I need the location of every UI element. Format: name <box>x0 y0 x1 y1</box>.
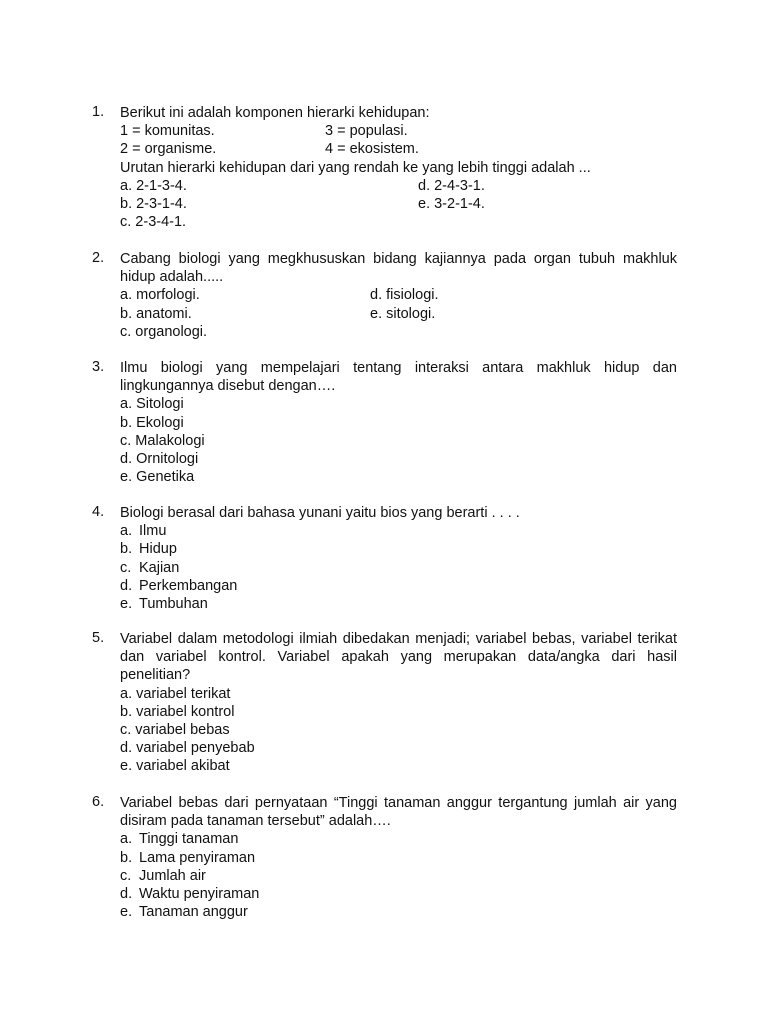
question-stem: Berikut ini adalah komponen hierarki kehidupan: <box>120 105 430 121</box>
component-row <box>120 140 677 158</box>
question-3 <box>92 359 677 486</box>
option-a <box>120 522 677 540</box>
option-a: a. 2-1-3-4. <box>120 177 187 194</box>
option-c <box>120 867 677 885</box>
option-text: Hidup <box>139 541 177 558</box>
question-6 <box>92 794 677 921</box>
option-e <box>120 903 677 921</box>
option-e: e. 3-2-1-4. <box>418 195 485 212</box>
question-1 <box>92 104 677 231</box>
question-stem: Cabang biologi yang megkhususkan bidang kajiannya pada organ tubuh makhluk hidup adalah..... <box>120 251 677 286</box>
option-letter: e. <box>120 904 133 921</box>
question-4 <box>92 504 677 613</box>
option-b <box>120 540 677 558</box>
option-a: a. morfologi. <box>120 287 200 304</box>
option-text: Tanaman anggur <box>139 904 248 921</box>
option-c: c. Malakologi <box>120 432 205 449</box>
option-d <box>120 577 677 595</box>
option-row <box>120 213 677 231</box>
option-letter: d. <box>120 577 133 594</box>
option-a <box>120 830 677 848</box>
option-a: a. Sitologi <box>120 396 184 413</box>
question-number: 4. <box>92 504 105 520</box>
question-stem: Ilmu biologi yang mempelajari tentang interaksi antara makhluk hidup dan lingkungannya disebut dengan…. <box>120 360 677 395</box>
option-d: d. fisiologi. <box>370 287 439 304</box>
question-stem: Variabel dalam metodologi ilmiah dibedakan menjadi; variabel bebas, variabel terikat dan variabel kontrol. Variabel apakah yang merupakan data/angka dari hasil penelitian? <box>120 631 677 684</box>
question-number: 3. <box>92 359 105 375</box>
option-letter: c. <box>120 867 132 884</box>
question-5 <box>92 630 677 776</box>
question-number: 5. <box>92 630 105 646</box>
component-item: 4 = ekosistem. <box>325 141 419 158</box>
option-row <box>120 323 677 341</box>
option-c: c. variabel bebas <box>120 721 230 738</box>
option-letter: b. <box>120 541 133 558</box>
question-prompt: Urutan hierarki kehidupan dari yang rendah ke yang lebih tinggi adalah ... <box>120 159 591 176</box>
option-text: Perkembangan <box>139 577 238 594</box>
question-number: 2. <box>92 250 105 266</box>
option-row <box>120 195 677 213</box>
option-d: d. Ornitologi <box>120 450 199 467</box>
option-b: b. variabel kontrol <box>120 703 235 720</box>
option-text: Lama penyiraman <box>139 849 256 866</box>
component-row <box>120 122 677 140</box>
option-text: Ilmu <box>139 523 167 540</box>
option-letter: d. <box>120 885 133 902</box>
question-stem: Biologi berasal dari bahasa yunani yaitu bios yang berarti . . . . <box>120 505 520 521</box>
component-item: 1 = komunitas. <box>120 123 215 140</box>
option-e <box>120 595 677 613</box>
option-text: Tinggi tanaman <box>139 831 239 848</box>
option-row <box>120 305 677 323</box>
option-c <box>120 559 677 577</box>
option-c: c. organologi. <box>120 323 208 340</box>
option-e: e. Genetika <box>120 469 195 486</box>
option-d: d. 2-4-3-1. <box>418 177 485 194</box>
option-e: e. sitologi. <box>370 305 436 322</box>
component-item: 3 = populasi. <box>325 123 408 140</box>
option-row <box>120 286 677 304</box>
option-letter: a. <box>120 831 133 848</box>
question-number: 1. <box>92 104 105 120</box>
option-letter: e. <box>120 595 133 612</box>
option-b: b. 2-3-1-4. <box>120 195 187 212</box>
option-b <box>120 849 677 867</box>
option-d: d. variabel penyebab <box>120 740 255 757</box>
option-c: c. 2-3-4-1. <box>120 214 187 231</box>
option-b: b. anatomi. <box>120 305 192 322</box>
option-a: a. variabel terikat <box>120 685 231 702</box>
option-letter: b. <box>120 849 133 866</box>
option-text: Tumbuhan <box>139 595 208 612</box>
option-letter: a. <box>120 523 133 540</box>
option-text: Jumlah air <box>139 867 206 884</box>
question-2 <box>92 250 677 341</box>
option-e: e. variabel akibat <box>120 758 230 775</box>
question-stem: Variabel bebas dari pernyataan “Tinggi tanaman anggur tergantung jumlah air yang disiram pada tanaman tersebut” adalah…. <box>120 795 677 830</box>
option-letter: c. <box>120 559 132 576</box>
option-text: Waktu penyiraman <box>139 885 260 902</box>
option-text: Kajian <box>139 559 180 576</box>
question-number: 6. <box>92 794 105 810</box>
option-d <box>120 885 677 903</box>
option-row <box>120 177 677 195</box>
component-item: 2 = organisme. <box>120 141 217 158</box>
option-b: b. Ekologi <box>120 414 184 431</box>
